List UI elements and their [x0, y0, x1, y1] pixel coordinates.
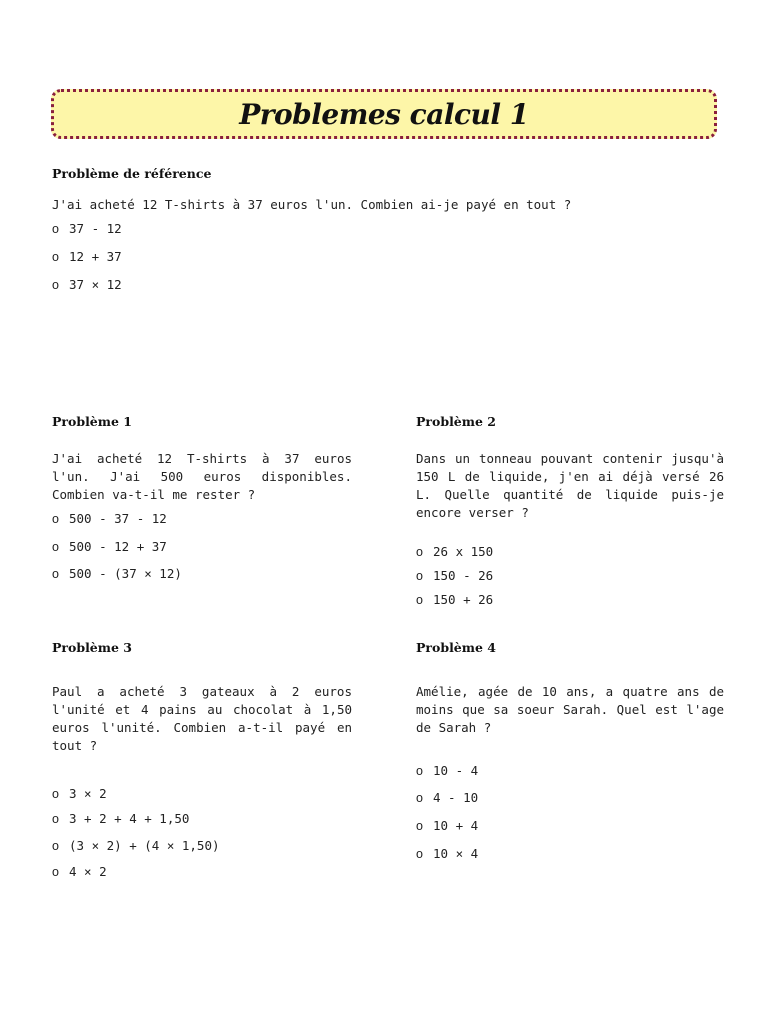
option-label: 500 - 37 - 12	[69, 511, 167, 526]
option-label: 26 x 150	[433, 544, 494, 559]
problem-4-text: Amélie, agée de 10 ans, a quatre ans de moins que sa soeur Sarah. Quel est l'age de Sarah ?	[416, 684, 724, 735]
option-label: 4 - 10	[433, 790, 479, 805]
problem-2-text: Dans un tonneau pouvant contenir jusqu'à 150 L de liquide, j'en ai déjà versé 26 L. Quelle quantité de liquide puis-je encore verser ?	[416, 451, 724, 520]
checkbox-bullet: o	[52, 222, 59, 236]
page-title: Problemes calcul 1	[239, 97, 529, 131]
problem-3-option-4[interactable]	[52, 864, 107, 879]
problem-2-option-3[interactable]	[416, 592, 493, 607]
checkbox-bullet: o	[416, 545, 423, 559]
option-label: 500 - 12 + 37	[69, 539, 167, 554]
option-label: 150 + 26	[433, 592, 494, 607]
checkbox-bullet: o	[416, 791, 423, 805]
checkbox-bullet: o	[52, 865, 59, 879]
problem-1-heading: Problème 1	[52, 414, 132, 429]
reference-heading: Problème de référence	[52, 166, 212, 181]
checkbox-bullet: o	[52, 512, 59, 526]
checkbox-bullet: o	[52, 567, 59, 581]
checkbox-bullet: o	[416, 569, 423, 583]
checkbox-bullet: o	[52, 839, 59, 853]
option-label: 37 - 12	[69, 221, 122, 236]
option-label: 10 × 4	[433, 846, 479, 861]
option-label: 12 + 37	[69, 249, 122, 264]
problem-3-option-1[interactable]	[52, 786, 107, 801]
checkbox-bullet: o	[52, 278, 59, 292]
title-banner	[51, 89, 717, 139]
problem-1-option-2[interactable]	[52, 539, 167, 554]
checkbox-bullet: o	[416, 764, 423, 778]
checkbox-bullet: o	[52, 787, 59, 801]
problem-3-text: Paul a acheté 3 gateaux à 2 euros l'unité et 4 pains au chocolat à 1,50 euros l'unité. Combien a-t-il payé en tout ?	[52, 684, 352, 753]
problem-4-option-1[interactable]	[416, 763, 478, 778]
problem-1-option-3[interactable]	[52, 566, 182, 581]
problem-1-option-1[interactable]	[52, 511, 167, 526]
problem-4-option-2[interactable]	[416, 790, 478, 805]
option-label: 10 + 4	[433, 818, 479, 833]
problem-4-option-4[interactable]	[416, 846, 478, 861]
option-label: 37 × 12	[69, 277, 122, 292]
option-label: 500 - (37 × 12)	[69, 566, 182, 581]
problem-4-option-3[interactable]	[416, 818, 478, 833]
problem-2-heading: Problème 2	[416, 414, 496, 429]
checkbox-bullet: o	[416, 593, 423, 607]
checkbox-bullet: o	[52, 540, 59, 554]
option-label: 3 + 2 + 4 + 1,50	[69, 811, 190, 826]
problem-3-heading: Problème 3	[52, 640, 132, 655]
reference-option-3[interactable]	[52, 277, 122, 292]
problem-2-option-1[interactable]	[416, 544, 493, 559]
checkbox-bullet: o	[416, 819, 423, 833]
problem-1-text: J'ai acheté 12 T-shirts à 37 euros l'un. J'ai 500 euros disponibles. Combien va-t-il me rester ?	[52, 451, 352, 502]
option-label: 3 × 2	[69, 786, 107, 801]
checkbox-bullet: o	[52, 250, 59, 264]
checkbox-bullet: o	[416, 847, 423, 861]
option-label: 10 - 4	[433, 763, 479, 778]
problem-2-option-2[interactable]	[416, 568, 493, 583]
option-label: 150 - 26	[433, 568, 494, 583]
problem-3-option-2[interactable]	[52, 811, 189, 826]
reference-option-1[interactable]	[52, 221, 122, 236]
reference-option-2[interactable]	[52, 249, 122, 264]
problem-3-option-3[interactable]	[52, 838, 220, 853]
option-label: (3 × 2) + (4 × 1,50)	[69, 838, 220, 853]
reference-text: J'ai acheté 12 T-shirts à 37 euros l'un. Combien ai-je payé en tout ?	[52, 197, 572, 212]
problem-4-heading: Problème 4	[416, 640, 496, 655]
checkbox-bullet: o	[52, 812, 59, 826]
option-label: 4 × 2	[69, 864, 107, 879]
